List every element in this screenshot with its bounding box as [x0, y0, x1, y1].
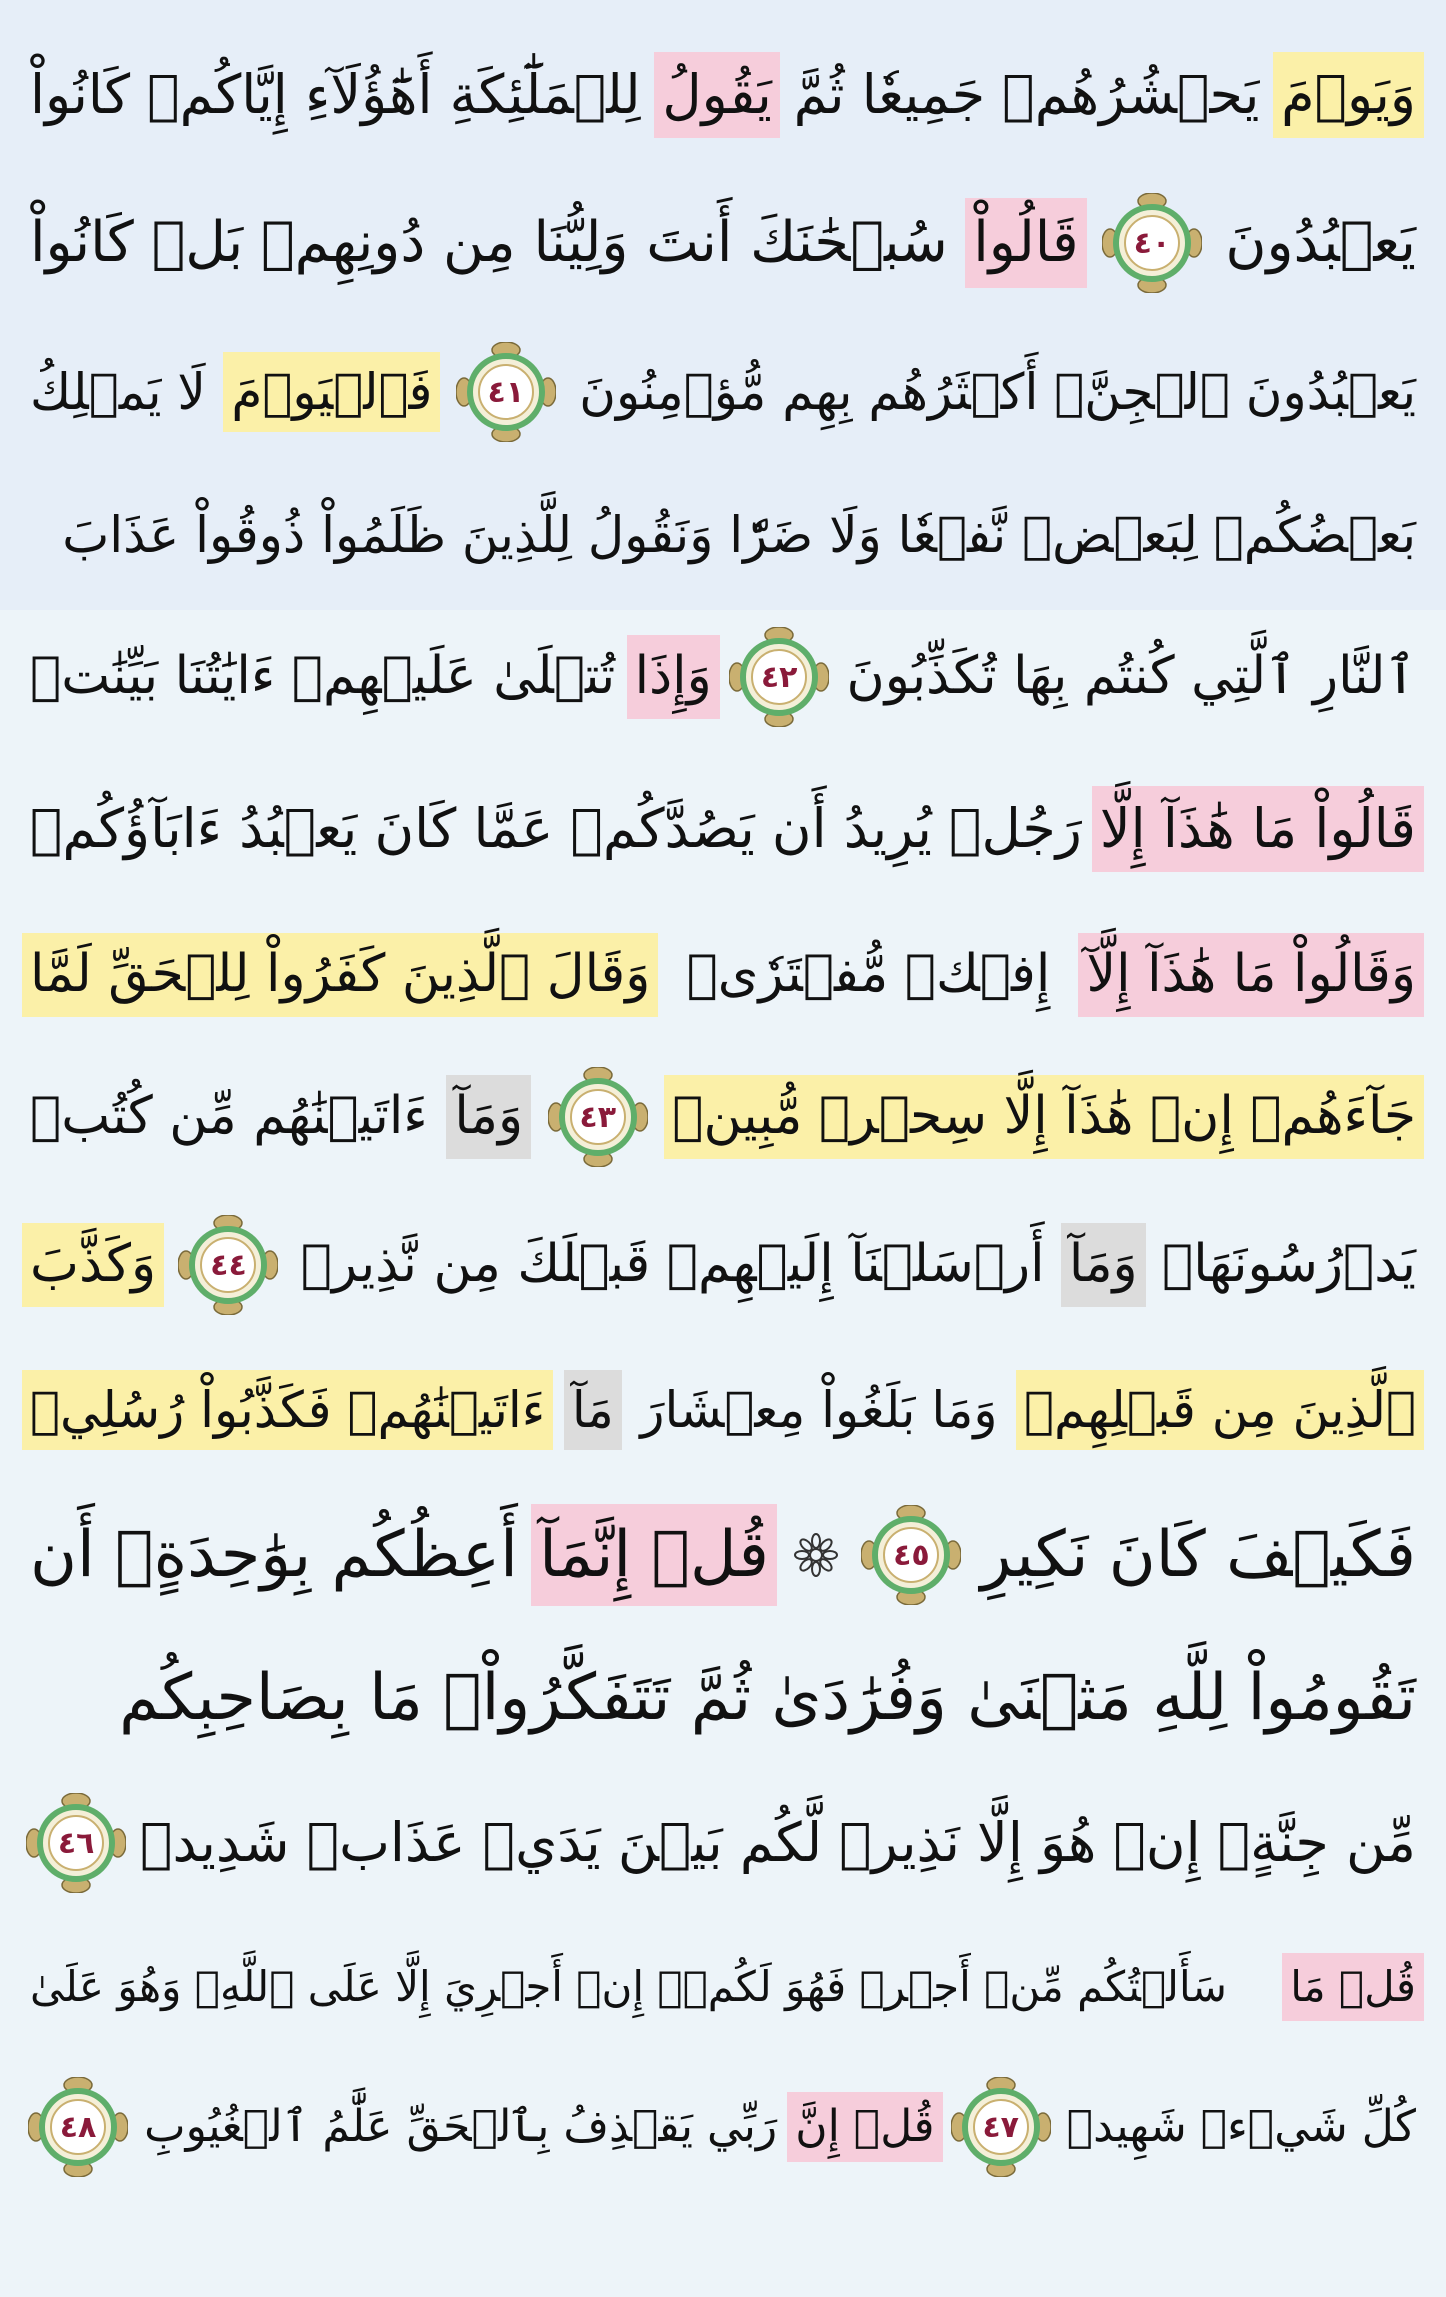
verse-text[interactable]: يَدۡرُسُونَهَاۖ [1161, 1234, 1416, 1295]
ayah-number-marker[interactable] [861, 1505, 961, 1605]
verse-line [22, 327, 1424, 457]
highlighted-word-group[interactable]: وَقَالَ ٱلَّذِينَ كَفَرُواْ لِلۡحَقِّ لَمَّا [22, 933, 658, 1016]
rub-el-hizb-flower-icon [788, 1527, 844, 1583]
highlighted-word-group[interactable]: وَقَالُواْ مَا هَٰذَآ إِلَّآ [1078, 933, 1424, 1016]
verse-text[interactable]: سُبۡحَٰنَكَ أَنتَ وَلِيُّنَا مِن دُونِهِمۖ بَلۡ كَانُواْ [30, 210, 948, 276]
ayah-number: ٤٢ [760, 659, 798, 695]
ayah-number-marker[interactable] [951, 2077, 1051, 2177]
verse-line [22, 2062, 1424, 2192]
verse-line [22, 1922, 1424, 2052]
ayah-number-marker[interactable] [729, 627, 829, 727]
verse-line [22, 612, 1424, 742]
verse-line [22, 764, 1424, 894]
verse-text[interactable]: إِفۡكٞ مُّفۡتَرٗىۚ [686, 944, 1051, 1005]
ayah-number: ٤٣ [579, 1099, 617, 1135]
verse-line [22, 1345, 1424, 1475]
highlighted-word-group[interactable]: ءَاتَيۡنَٰهُمۡ فَكَذَّبُواْ رُسُلِيۖ [22, 1370, 553, 1450]
verse-text[interactable]: سَأَلۡتُكُم مِّنۡ أَجۡرٖ فَهُوَ لَكُمۡۖ إِنۡ أَجۡرِيَ إِلَّا عَلَى ٱللَّهِۖ وَهُوَ عَلَىٰ [30, 1962, 1227, 2012]
verse-text[interactable]: تُتۡلَىٰ عَلَيۡهِمۡ ءَايَٰتُنَا بَيِّنَٰتٖ [30, 646, 616, 707]
verse-text[interactable]: أَعِظُكُم بِوَٰحِدَةٍۖ أَن [30, 1517, 518, 1592]
verse-line [22, 1633, 1424, 1763]
ayah-number: ٤٠ [1133, 225, 1171, 261]
highlighted-word-group[interactable]: يَقُولُ [654, 52, 779, 138]
highlighted-word-group[interactable]: وَيَوۡمَ [1273, 52, 1424, 138]
verse-line [22, 470, 1424, 600]
verse-text[interactable]: ءَاتَيۡنَٰهُم مِّن كُتُبٖ [30, 1086, 428, 1147]
ayah-number: ٤١ [487, 374, 525, 410]
highlighted-word-group[interactable]: قُلۡ إِنَّ [787, 2092, 942, 2162]
ayah-number-marker[interactable] [548, 1067, 648, 1167]
verse-line [22, 1052, 1424, 1182]
highlighted-word-group[interactable]: قُلۡ مَا [1282, 1953, 1424, 2020]
verse-line [22, 910, 1424, 1040]
highlighted-word-group[interactable]: قُلۡ إِنَّمَآ [531, 1504, 777, 1606]
highlighted-word-group[interactable]: وَكَذَّبَ [22, 1223, 164, 1306]
highlighted-word-group[interactable]: قَالُواْ مَا هَٰذَآ إِلَّا [1092, 786, 1424, 872]
verse-line [22, 1200, 1424, 1330]
verse-text[interactable]: رَبِّي يَقۡذِفُ بِٱلۡحَقِّ عَلَّٰمُ ٱلۡغُيُوبِ [144, 2100, 778, 2152]
verse-text[interactable]: أَرۡسَلۡنَآ إِلَيۡهِمۡ قَبۡلَكَ مِن نَّذِيرٖ [300, 1234, 1045, 1295]
ayah-number-marker[interactable] [178, 1215, 278, 1315]
ayah-number: ٤٨ [59, 2109, 97, 2145]
ayah-number: ٤٧ [982, 2109, 1019, 2145]
verse-line [22, 1778, 1424, 1908]
verse-line [22, 30, 1424, 160]
verse-text[interactable]: مِّن جِنَّةٍۚ إِنۡ هُوَ إِلَّا نَذِيرٞ لَّكُم بَيۡنَ يَدَيۡ عَذَابٖ شَدِيدٖ [140, 1810, 1416, 1874]
ayah-number-marker[interactable] [28, 2077, 128, 2177]
verse-text[interactable]: يَحۡشُرُهُمۡ جَمِيعٗا ثُمَّ [793, 62, 1260, 126]
highlighted-word-group[interactable]: مَآ [564, 1370, 622, 1450]
ayah-number: ٤٦ [57, 1825, 95, 1861]
verse-text[interactable]: فَكَيۡفَ كَانَ نَكِيرِ [980, 1517, 1416, 1592]
verse-text[interactable]: يَعۡبُدُونَ [1225, 210, 1416, 276]
verse-text[interactable]: يَعۡبُدُونَ ٱلۡجِنَّۖ أَكۡثَرُهُم بِهِم مُّؤۡمِنُونَ [579, 363, 1416, 421]
highlighted-word-group[interactable]: جَآءَهُمۡ إِنۡ هَٰذَآ إِلَّا سِحۡرٞ مُّبِينٞ [664, 1075, 1424, 1158]
ayah-number-marker[interactable] [1102, 193, 1202, 293]
ayah-number: ٤٤ [210, 1247, 247, 1283]
ayah-number-marker[interactable] [456, 342, 556, 442]
verse-line [22, 178, 1424, 308]
verse-text[interactable]: تَقُومُواْ لِلَّهِ مَثۡنَىٰ وَفُرَٰدَىٰ ثُمَّ تَتَفَكَّرُواْۚ مَا بِصَاحِبِكُم [119, 1660, 1416, 1735]
verse-text[interactable]: لِلۡمَلَٰٓئِكَةِ أَهَٰٓؤُلَآءِ إِيَّاكُمۡ كَانُواْ [30, 62, 641, 126]
ayah-number: ٤٥ [893, 1537, 930, 1573]
verse-text[interactable]: رَجُلٞ يُرِيدُ أَن يَصُدَّكُمۡ عَمَّا كَانَ يَعۡبُدُ ءَابَآؤُكُمۡ [30, 796, 1082, 860]
verse-text[interactable]: ٱلنَّارِ ٱلَّتِي كُنتُم بِهَا تُكَذِّبُونَ [846, 646, 1416, 707]
verse-line [22, 1490, 1424, 1620]
ayah-number-marker[interactable] [26, 1793, 126, 1893]
highlighted-word-group[interactable]: فَٱلۡيَوۡمَ [223, 352, 440, 432]
verse-text[interactable]: بَعۡضُكُمۡ لِبَعۡضٖ نَّفۡعٗا وَلَا ضَرّٗا وَنَقُولُ لِلَّذِينَ ظَلَمُواْ ذُوقُواْ عَذَابَ [62, 506, 1416, 564]
verse-text[interactable]: لَا يَمۡلِكُ [30, 363, 206, 421]
highlighted-word-group[interactable]: وَمَآ [1061, 1223, 1146, 1306]
highlighted-word-group[interactable]: وَإِذَا [627, 635, 720, 718]
verse-text[interactable]: كُلِّ شَيۡءٖ شَهِيدٞ [1066, 2100, 1416, 2152]
highlighted-word-group[interactable]: قَالُواْ [965, 198, 1086, 288]
highlighted-word-group[interactable]: وَمَآ [446, 1075, 531, 1158]
verse-text[interactable]: وَمَا بَلَغُواْ مِعۡشَارَ [640, 1381, 998, 1439]
highlighted-word-group[interactable]: ٱلَّذِينَ مِن قَبۡلِهِمۡ [1016, 1370, 1424, 1450]
